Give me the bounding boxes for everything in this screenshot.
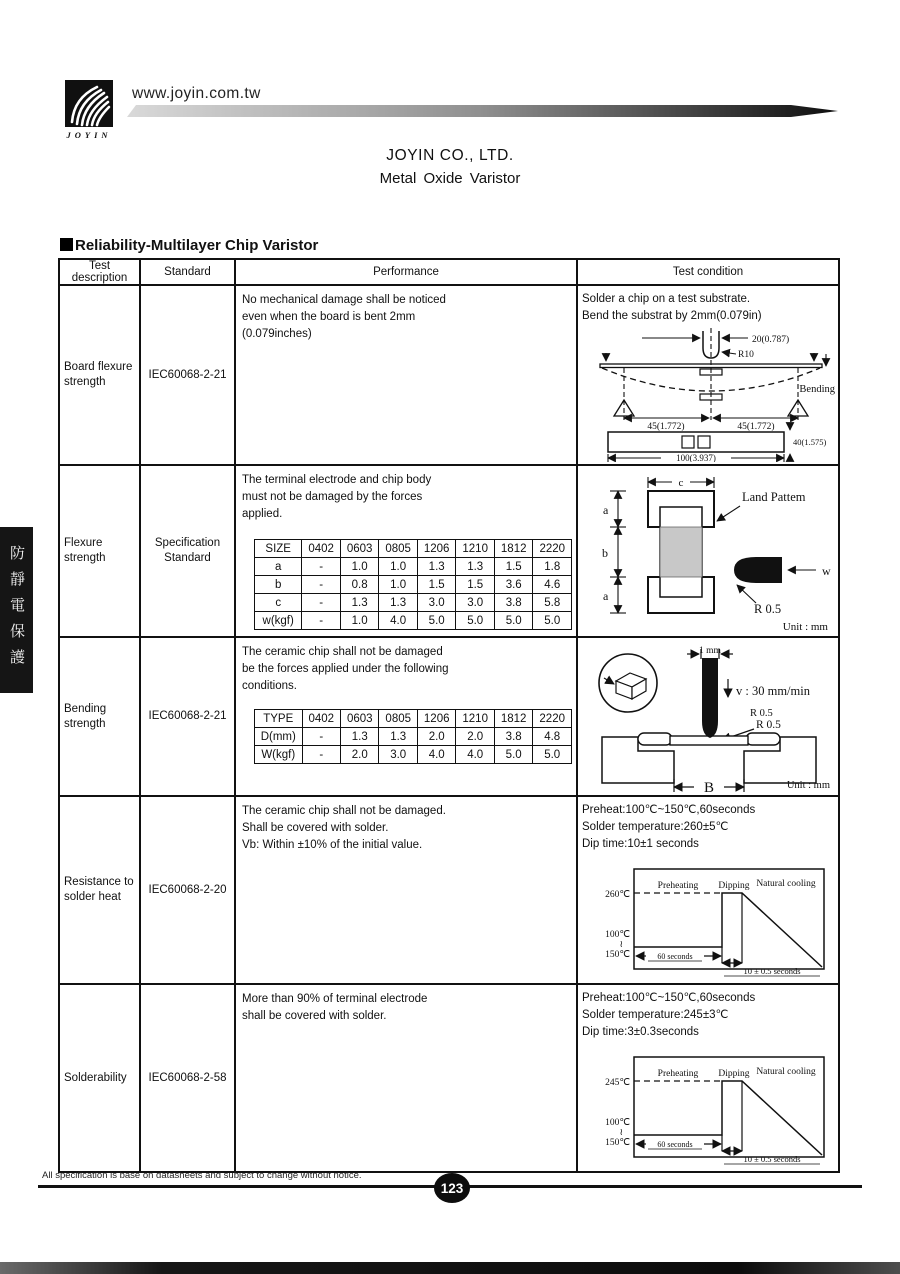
dim-label: 45(1.772) — [647, 422, 685, 432]
table-cell: 2.0 — [456, 728, 494, 746]
temp-label: 245℃ — [605, 1078, 630, 1088]
table-row — [255, 710, 572, 728]
table-cell: 0402 — [302, 710, 340, 728]
table-cell: 4.6 — [533, 576, 572, 594]
table-cell: 5.0 — [417, 612, 456, 630]
condition-cell — [577, 285, 839, 465]
table-cell: 1.5 — [494, 558, 533, 576]
cond-line: Solder temperature:245±3℃ — [582, 1009, 729, 1021]
col-header-test-condition: Test condition — [577, 259, 839, 285]
table-cell: - — [302, 728, 340, 746]
perf-line: be the forces applied under the following — [242, 663, 449, 675]
table-cell: 5.0 — [456, 612, 495, 630]
time-label: 60 seconds — [657, 952, 693, 961]
unit-label: Unit : mm — [782, 621, 828, 633]
cond-line: Preheat:100℃~150℃,60seconds — [582, 804, 756, 816]
test-description-cell: Solderability — [59, 984, 140, 1172]
col-header-test-description: Test description — [59, 259, 140, 285]
section-title: Reliability-Multilayer Chip Varistor — [75, 237, 319, 254]
section-bullet-icon — [60, 238, 73, 251]
table-row — [255, 594, 572, 612]
perf-line: No mechanical damage shall be noticed — [242, 294, 446, 306]
table-cell: - — [302, 746, 340, 764]
table-cell: a — [255, 558, 302, 576]
dim-label: v : 30 mm/min — [736, 684, 810, 698]
table-row — [255, 558, 572, 576]
table-cell: 1.3 — [379, 728, 417, 746]
page-number-badge: 123 — [434, 1173, 470, 1203]
table-cell: SIZE — [255, 540, 302, 558]
temp-label: 150℃ — [605, 1138, 630, 1148]
table-row — [255, 728, 572, 746]
dim-label: R10 — [738, 350, 754, 360]
cond-line: Preheat:100℃~150℃,60seconds — [582, 992, 756, 1004]
perf-line: The ceramic chip shall not be damaged — [242, 646, 443, 658]
table-row — [59, 796, 839, 984]
dim-label: w — [822, 564, 831, 578]
phase-label: Natural cooling — [756, 1067, 816, 1077]
performance-cell — [235, 465, 577, 637]
dim-label: 40(1.575) — [793, 437, 827, 447]
dim-label: a — [603, 589, 609, 603]
unit-label: Unit : mm — [786, 780, 830, 791]
press-rod-shape — [702, 658, 718, 738]
sidebar-vertical-tab — [0, 527, 33, 693]
phase-label: Preheating — [657, 1069, 699, 1079]
table-cell: 2220 — [533, 540, 572, 558]
table-cell: - — [302, 594, 341, 612]
standard-cell: IEC60068-2-21 — [140, 637, 235, 796]
logo-swirl-icon — [65, 80, 113, 127]
table-row — [255, 576, 572, 594]
perf-line: even when the board is bent 2mm — [242, 311, 416, 323]
table-cell: 1.5 — [456, 576, 495, 594]
table-cell: 1.3 — [417, 558, 456, 576]
table-cell: 3.0 — [417, 594, 456, 612]
temp-label: 150℃ — [605, 950, 630, 960]
perf-line: More than 90% of terminal electrode — [242, 993, 428, 1005]
table-cell: b — [255, 576, 302, 594]
col-header-performance: Performance — [235, 259, 577, 285]
perf-line: The terminal electrode and chip body — [242, 474, 432, 486]
table-cell: 3.0 — [379, 746, 417, 764]
perf-line: The ceramic chip shall not be damaged. — [242, 805, 446, 817]
website-link[interactable]: www.joyin.com.tw — [132, 85, 261, 102]
dim-label: Bending — [799, 384, 835, 395]
table-cell: w(kgf) — [255, 612, 302, 630]
temp-label: 100℃ — [605, 930, 630, 940]
table-cell: 0402 — [302, 540, 341, 558]
dim-label: a — [603, 503, 609, 517]
table-cell: 0.8 — [340, 576, 379, 594]
condition-cell — [577, 796, 839, 984]
test-description-cell: Bending strength — [59, 637, 140, 796]
time-label: 10 ± 0.5 seconds — [743, 1154, 801, 1164]
cond-line: Dip time:3±0.3seconds — [582, 1026, 699, 1038]
table-cell: 1.3 — [456, 558, 495, 576]
condition-cell — [577, 465, 839, 637]
header-gradient-bar — [127, 105, 838, 117]
table-cell: 4.8 — [533, 728, 572, 746]
dim-label: R 0.5 — [750, 708, 773, 719]
table-cell: 4.0 — [456, 746, 494, 764]
table-cell: 1206 — [417, 540, 456, 558]
table-cell: 3.6 — [494, 576, 533, 594]
table-cell: 1210 — [456, 540, 495, 558]
dim-label: B — [703, 780, 715, 793]
table-cell: - — [302, 576, 341, 594]
cond-line: Solder a chip on a test substrate. — [582, 293, 751, 305]
table-cell: 0603 — [341, 710, 379, 728]
table-row — [59, 637, 839, 796]
perf-line: Vb: Within ±10% of the initial value. — [242, 839, 423, 851]
table-cell: 4.0 — [379, 612, 418, 630]
table-row — [59, 285, 839, 465]
pusher-shape — [734, 557, 782, 583]
table-row — [59, 465, 839, 637]
perf-line: must not be damaged by the forces — [242, 491, 423, 503]
table-cell: 1.0 — [379, 576, 418, 594]
table-cell: 1.3 — [341, 728, 379, 746]
dim-label: 100(3.937) — [676, 453, 716, 462]
table-cell: 1.3 — [340, 594, 379, 612]
table-cell: 5.0 — [494, 746, 532, 764]
type-table — [254, 709, 572, 764]
table-row — [255, 612, 572, 630]
table-cell: 1206 — [417, 710, 455, 728]
perf-line: shall be covered with solder. — [242, 1010, 387, 1022]
table-cell: D(mm) — [255, 728, 303, 746]
condition-cell — [577, 637, 839, 796]
temp-label: 100℃ — [605, 1118, 630, 1128]
doc-title-company: JOYIN CO., LTD. — [386, 147, 514, 164]
standard-cell: IEC60068-2-21 — [140, 285, 235, 465]
dim-label: 45(1.772) — [737, 422, 775, 432]
section-heading — [60, 237, 318, 254]
table-cell: c — [255, 594, 302, 612]
table-cell: - — [302, 612, 341, 630]
test-description-cell: Board flexure strength — [59, 285, 140, 465]
phase-label: Dipping — [718, 881, 750, 891]
logo-wordmark: JOYIN — [66, 130, 112, 140]
table-cell: 2220 — [533, 710, 572, 728]
test-description-cell: Resistance to solder heat — [59, 796, 140, 984]
doc-title-product: Metal Oxide Varistor — [379, 170, 521, 187]
test-description-cell: Flexure strength — [59, 465, 140, 637]
bottom-bar — [0, 1262, 900, 1274]
table-cell: 5.0 — [533, 612, 572, 630]
table-cell: 1812 — [494, 710, 532, 728]
phase-label: Dipping — [718, 1069, 750, 1079]
cond-line: Solder temperature:260±5℃ — [582, 821, 729, 833]
perf-line: conditions. — [242, 680, 297, 692]
footer-note: All specification is base on datasheets and subject to change without notice. — [42, 1170, 362, 1181]
table-cell: 1812 — [494, 540, 533, 558]
squiggle-label: ≀ — [619, 940, 623, 950]
table-cell: 1.3 — [379, 594, 418, 612]
condition-cell — [577, 984, 839, 1172]
standard-cell: IEC60068-2-58 — [140, 984, 235, 1172]
table-row — [255, 540, 572, 558]
table-cell: 4.0 — [417, 746, 455, 764]
dim-label: R 0.5 — [754, 602, 782, 616]
joyin-logo-icon — [65, 80, 113, 127]
performance-cell — [235, 285, 577, 465]
table-cell: 1.0 — [340, 612, 379, 630]
performance-cell — [235, 637, 577, 796]
table-cell: W(kgf) — [255, 746, 303, 764]
squiggle-label: ≀ — [619, 1128, 623, 1138]
dim-label: 1 mm — [699, 646, 721, 656]
table-cell: - — [302, 558, 341, 576]
table-cell: 3.0 — [456, 594, 495, 612]
time-label: 60 seconds — [657, 1140, 693, 1149]
table-cell: 0603 — [340, 540, 379, 558]
dim-label: R 0.5 — [756, 719, 781, 731]
solder-heat-profile-diagram — [590, 859, 830, 981]
perf-line: applied. — [242, 508, 283, 520]
table-cell: 5.0 — [494, 612, 533, 630]
table-cell: 3.8 — [494, 594, 533, 612]
land-pattern-label: Land Pattem — [742, 490, 806, 504]
standard-cell: Specification Standard — [140, 465, 235, 637]
reliability-table — [58, 258, 840, 1173]
bending-strength-diagram — [584, 645, 834, 793]
time-label: 10 ± 0.5 seconds — [743, 966, 801, 976]
table-row — [255, 746, 572, 764]
table-cell: 5.8 — [533, 594, 572, 612]
board-flexure-diagram — [586, 328, 836, 462]
col-header-standard: Standard — [140, 259, 235, 285]
performance-cell — [235, 984, 577, 1172]
table-cell: 3.8 — [494, 728, 532, 746]
table-cell: 0805 — [379, 710, 417, 728]
cond-line: Dip time:10±1 seconds — [582, 838, 699, 850]
table-cell: 5.0 — [533, 746, 572, 764]
table-cell: TYPE — [255, 710, 303, 728]
sidebar-vertical-label: 防靜電保護 — [8, 545, 25, 675]
table-cell: 1.0 — [379, 558, 418, 576]
table-cell: 1.0 — [340, 558, 379, 576]
table-cell: 1210 — [456, 710, 494, 728]
table-header-row — [59, 259, 839, 285]
size-table — [254, 539, 572, 630]
table-cell: 1.5 — [417, 576, 456, 594]
perf-line: (0.079inches) — [242, 328, 312, 340]
dim-label: c — [678, 477, 684, 489]
land-pattern-diagram — [584, 473, 834, 633]
table-cell: 2.0 — [341, 746, 379, 764]
table-row — [59, 984, 839, 1172]
performance-cell — [235, 796, 577, 984]
cond-line: Bend the substrat by 2mm(0.079in) — [582, 310, 762, 322]
standard-cell: IEC60068-2-20 — [140, 796, 235, 984]
phase-label: Preheating — [657, 881, 699, 891]
table-cell: 2.0 — [417, 728, 455, 746]
perf-line: Shall be covered with solder. — [242, 822, 389, 834]
table-cell: 1.8 — [533, 558, 572, 576]
table-cell: 0805 — [379, 540, 418, 558]
dim-label: 20(0.787) — [752, 335, 790, 345]
temp-label: 260℃ — [605, 890, 630, 900]
phase-label: Natural cooling — [756, 879, 816, 889]
dim-label: b — [602, 546, 608, 560]
solderability-profile-diagram — [590, 1047, 830, 1169]
